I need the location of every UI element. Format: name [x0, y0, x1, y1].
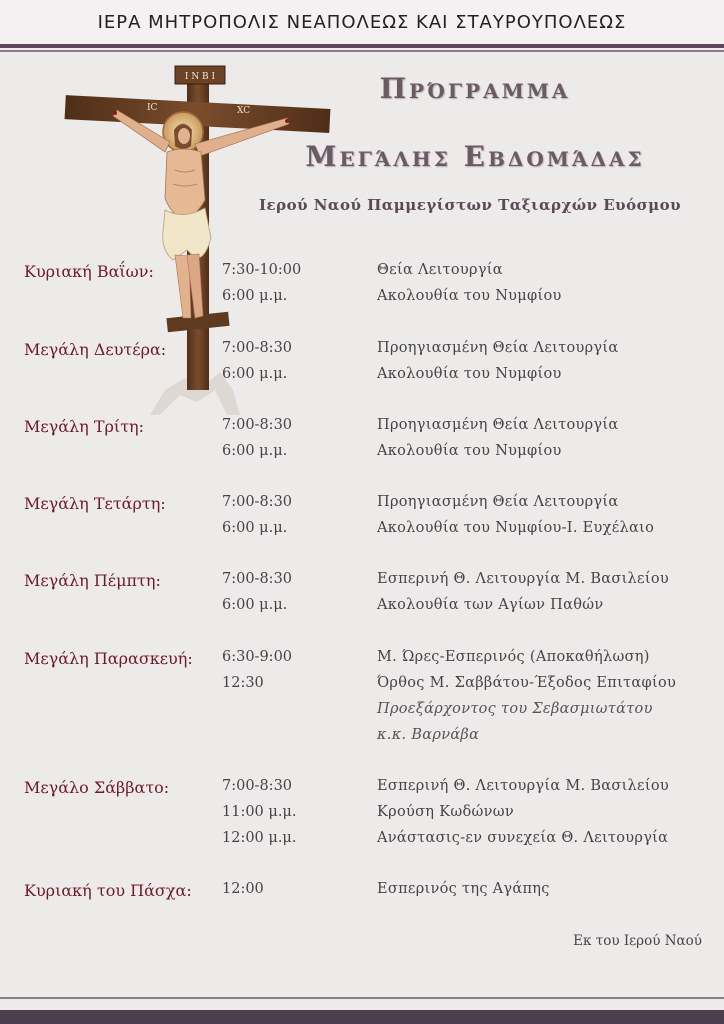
presiding-name: κ.κ. Βαρνάβα: [377, 727, 480, 743]
time: 6:30-9:00: [222, 649, 293, 665]
time: 6:00 μ.μ.: [222, 288, 288, 304]
day-holy-wednesday: Μεγάλη Τετάρτη:: [24, 494, 166, 513]
time: 12:00: [222, 881, 264, 897]
service: Ακολουθία του Νυμφίου-Ι. Ευχέλαιο: [377, 520, 655, 536]
footer-note: Εκ του Ιερού Ναού: [573, 933, 702, 949]
presiding-note: Προεξάρχοντος του Σεβασμιωτάτου: [377, 701, 653, 717]
service: Προηγιασμένη Θεία Λειτουργία: [377, 417, 619, 433]
time: 7:00-8:30: [222, 494, 293, 510]
service: Ανάστασις-εν συνεχεία Θ. Λειτουργία: [377, 830, 669, 846]
service: Ακολουθία του Νυμφίου: [377, 288, 562, 304]
top-rule-thin: [0, 50, 724, 52]
titulus-text: Ι Ν Β Ι: [184, 72, 216, 82]
service: Ακολουθία του Νυμφίου: [377, 443, 562, 459]
time: 7:00-8:30: [222, 571, 293, 587]
time: 12:00 μ.μ.: [222, 830, 297, 846]
time: 6:00 μ.μ.: [222, 443, 288, 459]
day-palm-sunday: Κυριακή Βαΐων:: [24, 262, 154, 281]
service: Εσπερινός της Αγάπης: [377, 881, 550, 897]
day-holy-saturday: Μεγάλο Σάββατο:: [24, 778, 170, 797]
time: 7:00-8:30: [222, 778, 293, 794]
bottom-rule-thin: [0, 997, 724, 999]
service: Εσπερινή Θ. Λειτουργία Μ. Βασιλείου: [377, 571, 669, 587]
service: Μ. Ώρες-Εσπερινός (Αποκαθήλωση): [377, 649, 650, 665]
service: Ακολουθία των Αγίων Παθών: [377, 597, 604, 613]
time: 7:30-10:00: [222, 262, 302, 278]
parish-subtitle: Ιερού Ναού Παμμεγίστων Ταξιαρχών Ευόσμου: [258, 196, 682, 214]
ic-inscription: IC: [147, 103, 158, 113]
crucifix-icon: [55, 60, 345, 420]
day-holy-monday: Μεγάλη Δευτέρα:: [24, 340, 167, 359]
service: Εσπερινή Θ. Λειτουργία Μ. Βασιλείου: [377, 778, 669, 794]
service: Κρούση Κωδώνων: [377, 804, 514, 820]
service: Προηγιασμένη Θεία Λειτουργία: [377, 340, 619, 356]
time: 12:30: [222, 675, 264, 691]
day-easter-sunday: Κυριακή του Πάσχα:: [24, 881, 192, 900]
title-line-1: Πρόγραμμα: [379, 72, 571, 105]
service: Ακολουθία του Νυμφίου: [377, 366, 562, 382]
time: 7:00-8:30: [222, 417, 293, 433]
metropolis-title: ΙΕΡΑ ΜΗΤΡΟΠΟΛΙΣ ΝΕΑΠΟΛΕΩΣ ΚΑΙ ΣΤΑΥΡΟΥΠΟΛΕΩΣ: [97, 12, 627, 33]
time: 11:00 μ.μ.: [222, 804, 297, 820]
bottom-rule: [0, 1010, 724, 1024]
time: 6:00 μ.μ.: [222, 597, 288, 613]
xc-inscription: XC: [237, 106, 251, 116]
day-holy-thursday: Μεγάλη Πέμπτη:: [24, 571, 161, 590]
service: Θεία Λειτουργία: [377, 262, 503, 278]
day-holy-friday: Μεγάλη Παρασκευή:: [24, 649, 193, 668]
title-line-2: Μεγάλης Εβδομάδας: [305, 140, 645, 173]
top-rule: [0, 44, 724, 48]
service: Προηγιασμένη Θεία Λειτουργία: [377, 494, 619, 510]
time: 7:00-8:30: [222, 340, 293, 356]
time: 6:00 μ.μ.: [222, 520, 288, 536]
time: 6:00 μ.μ.: [222, 366, 288, 382]
service: Όρθος Μ. Σαββάτου-Έξοδος Επιταφίου: [377, 675, 677, 691]
day-holy-tuesday: Μεγάλη Τρίτη:: [24, 417, 145, 436]
